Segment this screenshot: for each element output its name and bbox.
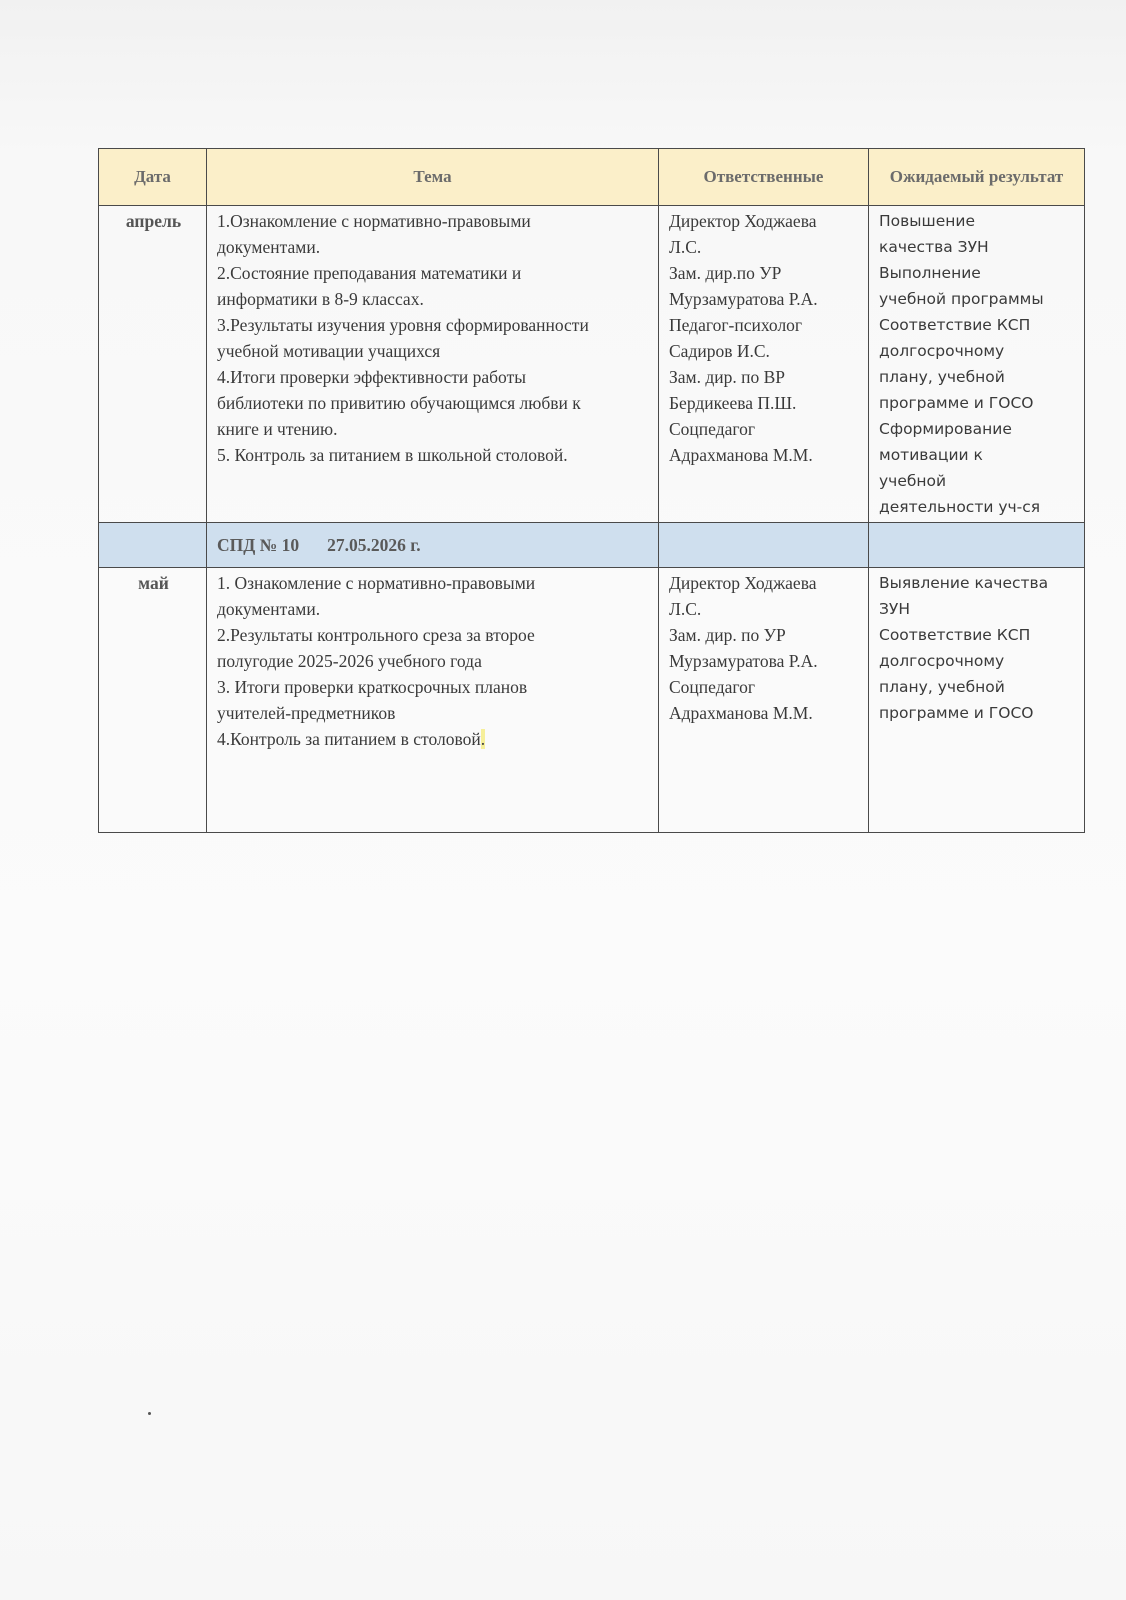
theme-line: 4.Итоги проверки эффективности работы <box>217 367 526 387</box>
theme-line: учителей-предметников <box>217 703 396 723</box>
theme-line: 2.Результаты контрольного среза за второе <box>217 625 535 645</box>
theme-line: 1.Ознакомление с нормативно-правовыми <box>217 211 531 231</box>
responsible-line: Зам. дир. по УР <box>669 625 786 645</box>
theme-cell-may <box>207 568 659 833</box>
responsible-line: Зам. дир.по УР <box>669 263 782 283</box>
responsible-line: Садиров И.С. <box>669 341 770 361</box>
theme-line: 5. Контроль за питанием в школьной столовой. <box>217 445 568 465</box>
result-line: Повышение <box>879 212 975 230</box>
theme-line: 3.Результаты изучения уровня сформированности <box>217 315 589 335</box>
result-line: Выполнение <box>879 264 981 282</box>
table-row-spd <box>99 523 1085 568</box>
responsible-line: Педагог-психолог <box>669 315 803 335</box>
theme-last-text: 4.Контроль за питанием в столовой <box>217 729 481 749</box>
result-line: качества ЗУН <box>879 238 989 256</box>
result-line: программе и ГОСО <box>879 394 1034 412</box>
responsible-line: Мурзамуратова Р.А. <box>669 289 818 309</box>
responsible-line: Соцпедагог <box>669 419 756 439</box>
result-cell-may <box>869 568 1085 833</box>
theme-line: библиотеки по привитию обучающимся любви к <box>217 393 581 413</box>
table-row-may <box>99 568 1085 833</box>
result-line: плану, учебной <box>879 368 1005 386</box>
result-line: Соответствие КСП <box>879 316 1031 334</box>
header-theme: Тема <box>207 149 659 206</box>
result-line: ЗУН <box>879 600 911 618</box>
spd-title-cell <box>207 523 659 568</box>
table-header-row <box>99 149 1085 206</box>
result-line: плану, учебной <box>879 678 1005 696</box>
theme-line: учебной мотивации учащихся <box>217 341 441 361</box>
header-result: Ожидаемый результат <box>869 149 1085 206</box>
responsible-cell-april <box>659 206 869 523</box>
result-line: программе и ГОСО <box>879 704 1034 722</box>
theme-line: 3. Итоги проверки краткосрочных планов <box>217 677 528 697</box>
theme-line: информатики в 8-9 классах. <box>217 289 424 309</box>
theme-line: книге и чтению. <box>217 419 338 439</box>
responsible-line: Адрахманова М.М. <box>669 445 813 465</box>
theme-cell-april <box>207 206 659 523</box>
theme-line: полугодие 2025-2026 учебного года <box>217 651 482 671</box>
header-date: Дата <box>99 149 207 206</box>
responsible-line: Л.С. <box>669 237 702 257</box>
spd-responsible-cell <box>659 523 869 568</box>
theme-line-last <box>217 726 650 752</box>
result-cell-april <box>869 206 1085 523</box>
result-line: учебной <box>879 472 947 490</box>
theme-line: документами. <box>217 599 321 619</box>
date-cell-april: апрель <box>99 206 207 523</box>
table-row-april <box>99 206 1085 523</box>
responsible-line: Директор Ходжаева <box>669 211 817 231</box>
result-line: мотивации к <box>879 446 983 464</box>
spd-date: 27.05.2026 г. <box>327 535 421 555</box>
spd-number: СПД № 10 <box>217 535 300 555</box>
control-plan-table <box>98 148 1085 833</box>
responsible-line: Л.С. <box>669 599 702 619</box>
result-line: Соответствие КСП <box>879 626 1031 644</box>
theme-line: 2.Состояние преподавания математики и <box>217 263 522 283</box>
result-line: Выявление качества <box>879 574 1049 592</box>
page-speck <box>148 1412 151 1415</box>
spd-result-cell <box>869 523 1085 568</box>
result-line: Сформирование <box>879 420 1012 438</box>
result-line: деятельности уч-ся <box>879 498 1041 516</box>
responsible-line: Мурзамуратова Р.А. <box>669 651 818 671</box>
responsible-line: Адрахманова М.М. <box>669 703 813 723</box>
spd-date-cell <box>99 523 207 568</box>
header-responsible: Ответственные <box>659 149 869 206</box>
responsible-line: Зам. дир. по ВР <box>669 367 786 387</box>
responsible-line: Директор Ходжаева <box>669 573 817 593</box>
responsible-line: Соцпедагог <box>669 677 756 697</box>
theme-line: 1. Ознакомление с нормативно-правовыми <box>217 573 536 593</box>
responsible-cell-may <box>659 568 869 833</box>
result-line: долгосрочному <box>879 652 1005 670</box>
theme-line: документами. <box>217 237 321 257</box>
date-cell-may: май <box>99 568 207 833</box>
highlight-mark: . <box>480 729 486 749</box>
responsible-line: Бердикеева П.Ш. <box>669 393 797 413</box>
result-line: учебной программы <box>879 290 1044 308</box>
result-line: долгосрочному <box>879 342 1005 360</box>
